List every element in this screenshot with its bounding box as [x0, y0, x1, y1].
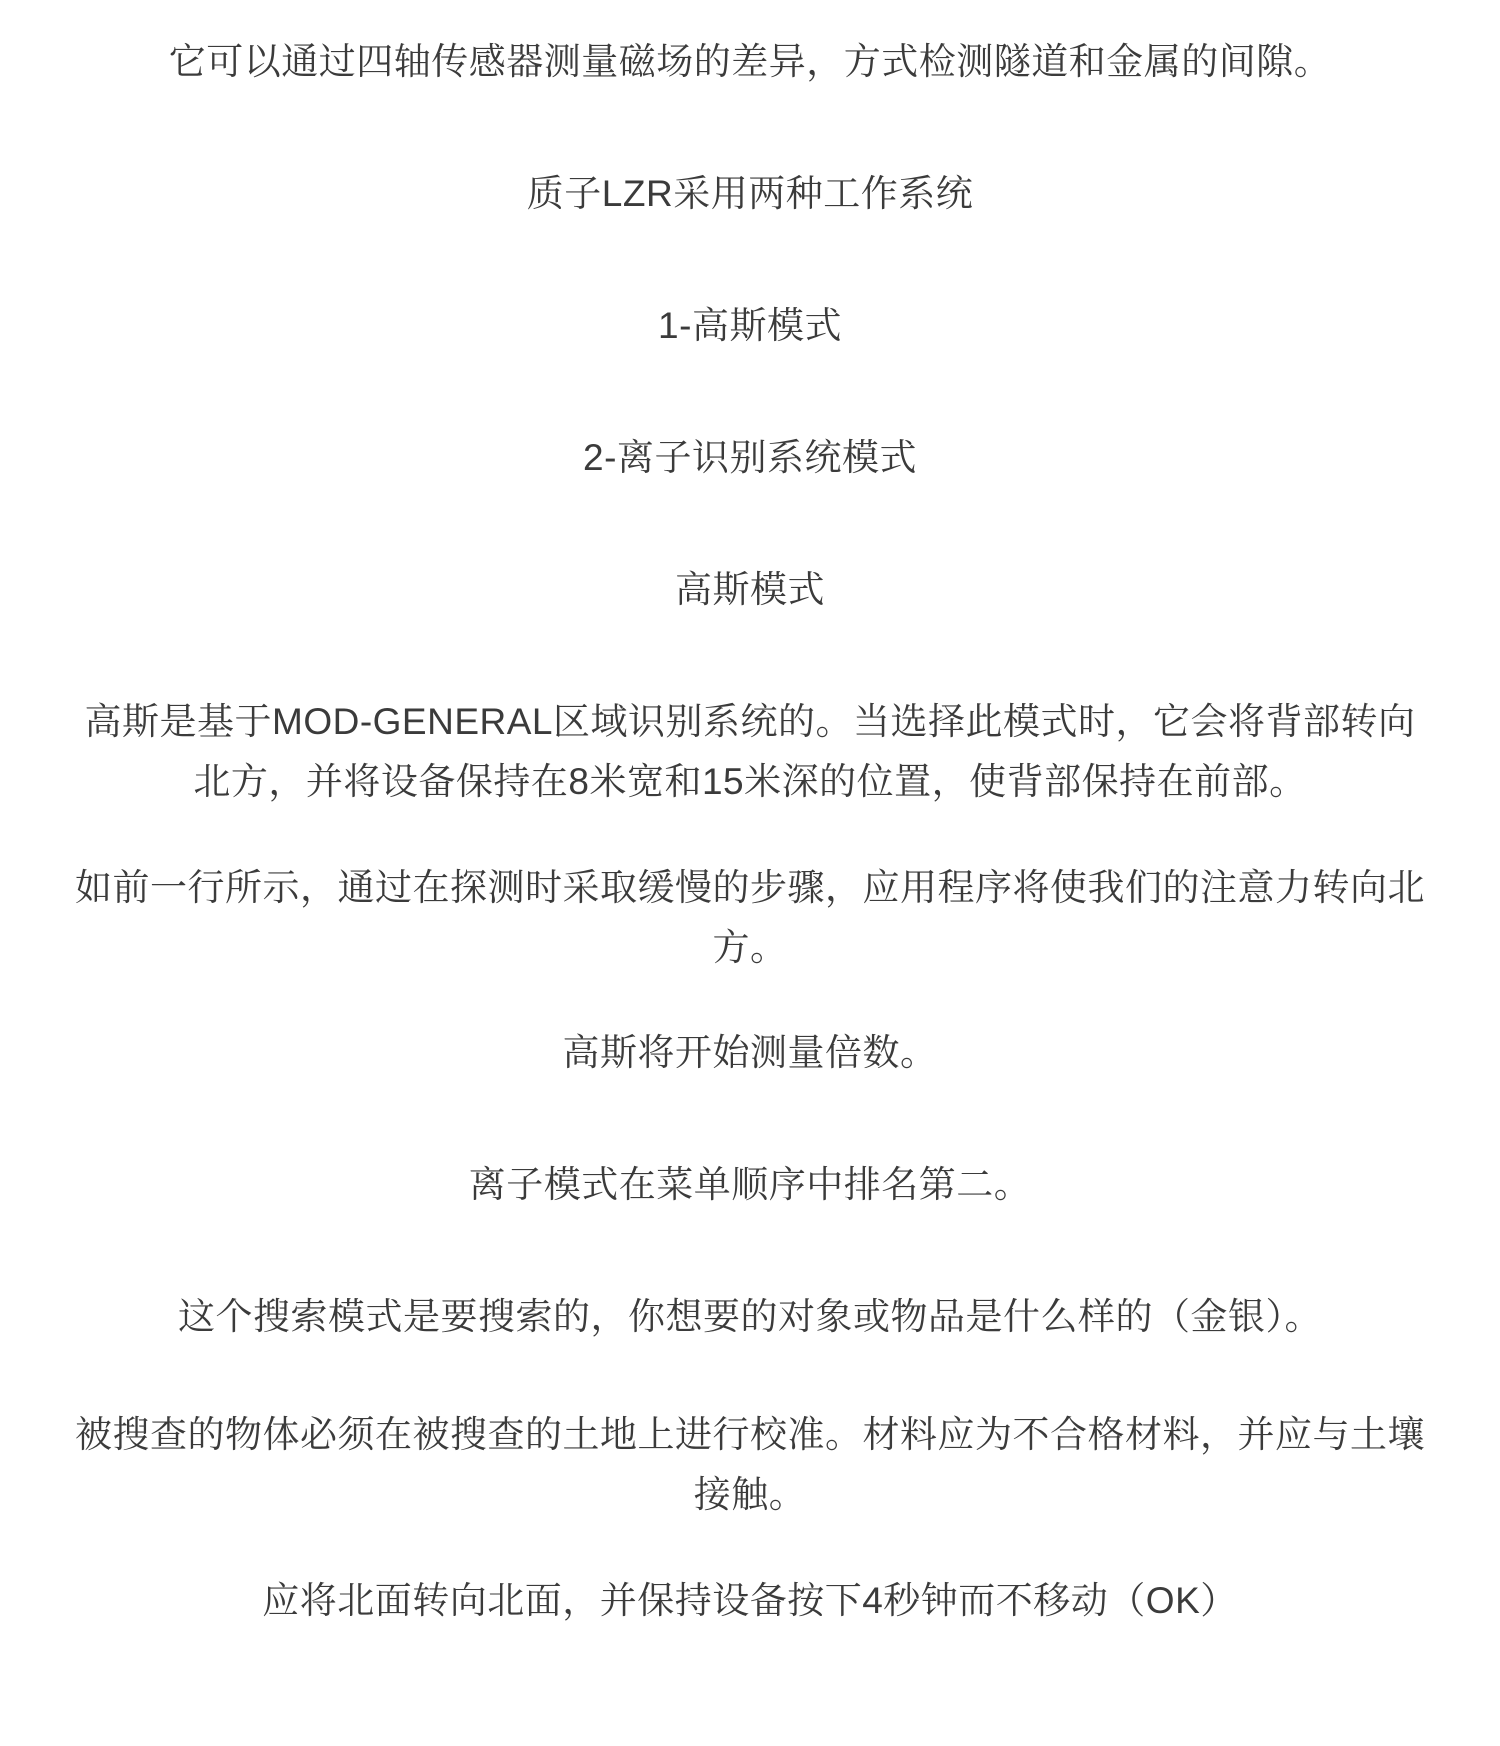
- paragraph-ion-order: 离子模式在菜单顺序中排名第二。: [468, 1164, 1032, 1206]
- paragraph-mode-1: 1-高斯模式: [658, 304, 842, 346]
- paragraph-mode-2: 2-离子识别系统模式: [583, 436, 917, 478]
- paragraph-gauss-desc: 高斯是基于MOD-GENERAL区域识别系统的。当选择此模式时，它会将背部转向北方，并将设备保持在8米宽和15米深的位置，使背部保持在前部。: [84, 700, 1416, 802]
- paragraph-north-hold: 应将北面转向北面，并保持设备按下4秒钟而不移动（OK）: [262, 1580, 1238, 1622]
- paragraph-gauss-measure: 高斯将开始测量倍数。: [562, 1032, 938, 1074]
- paragraph-ion-search: 这个搜索模式是要搜索的，你想要的对象或物品是什么样的（金银）。: [178, 1296, 1322, 1338]
- paragraph-gauss-heading: 高斯模式: [675, 568, 825, 610]
- paragraph-calibration: 被搜查的物体必须在被搜查的土地上进行校准。材料应为不合格材料，并应与土壤接触。: [75, 1414, 1425, 1516]
- paragraph-systems-heading: 质子LZR采用两种工作系统: [526, 172, 974, 214]
- paragraph-gauss-note: 如前一行所示，通过在探测时采取缓慢的步骤，应用程序将使我们的注意力转向北方。: [75, 866, 1425, 968]
- paragraph-intro-sensor: 它可以通过四轴传感器测量磁场的差异，方式检测隧道和金属的间隙。: [168, 41, 1332, 82]
